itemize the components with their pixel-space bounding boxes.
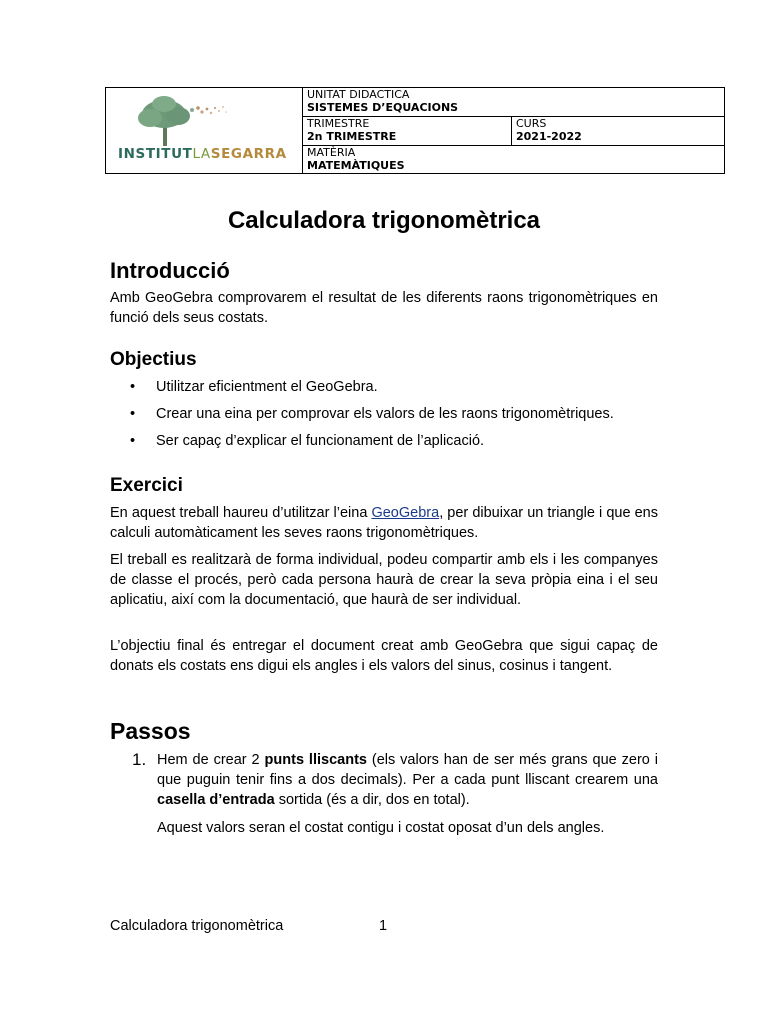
unitat-label: UNITAT DIDACTICA	[307, 88, 410, 101]
unitat-cell	[303, 88, 725, 117]
passos-heading: Passos	[110, 718, 191, 744]
header-table	[105, 87, 725, 174]
intro-text: Amb GeoGebra comprovarem el resultat de les diferents raons trigonomètriques en funció dels seus costats.	[110, 290, 658, 326]
unitat-value: SISTEMES D’EQUACIONS	[307, 101, 459, 114]
materia-value: MATEMÀTIQUES	[307, 159, 405, 172]
step-number: 1.	[132, 750, 147, 769]
list-item: • Utilitzar eficientment el GeoGebra.	[130, 379, 378, 395]
page-number: 1	[379, 918, 388, 934]
geogebra-link[interactable]: GeoGebra	[371, 505, 440, 521]
trimestre-cell	[303, 117, 512, 146]
curs-label: CURS	[516, 117, 547, 130]
list-item: • Crear una eina per comprovar els valors de les raons trigonomètriques.	[130, 406, 614, 422]
exercici-heading: Exercici	[110, 475, 183, 496]
exercici-paragraph-2: El treball es realitzarà de forma individual, podeu compartir amb els i les companyes de classe el procés, però cada persona haurà de crear la seva pròpia eina i el seu aplicatiu, així com la documentació, que haurà de ser individual.	[110, 552, 658, 608]
step-body: Hem de crear 2 punts lliscants (els valors han de ser més grans que zero i que puguin tenir fins a dos decimals). Per a cada punt lliscant crearem una casella d’entrada sortida (és a dir, dos en total).	[157, 752, 658, 808]
logo-text: INSTITUTLASEGARRA	[118, 146, 287, 162]
trimestre-value: 2n TRIMESTRE	[307, 130, 397, 143]
trimestre-label: TRIMESTRE	[307, 117, 370, 130]
exercici-paragraph-3: L’objectiu final és entregar el document creat amb GeoGebra que sigui capaç de donats els costats ens digui els angles i els valors del sinus, cosinus i tangent.	[110, 638, 658, 674]
step-1	[132, 750, 658, 810]
document-title: Calculadora trigonomètrica	[227, 207, 541, 234]
objectius-heading: Objectius	[110, 349, 197, 370]
tree-logo-icon	[114, 96, 304, 146]
curs-value: 2021-2022	[516, 130, 582, 143]
exercici-paragraph-1: En aquest treball haureu d’utilitzar l’eina GeoGebra, per dibuixar un triangle i que ens calculi automàticament les seves raons trigonomètriques.	[110, 505, 658, 541]
materia-label: MATÈRIA	[307, 146, 356, 159]
list-item: • Ser capaç d’explicar el funcionament de l’aplicació.	[130, 433, 485, 449]
logo-cell	[106, 88, 303, 174]
materia-cell	[303, 146, 725, 174]
footer-title: Calculadora trigonomètrica	[110, 918, 284, 934]
intro-heading: Introducció	[110, 258, 230, 283]
curs-cell	[512, 117, 725, 146]
objectius-list	[110, 377, 670, 458]
step-note: Aquest valors seran el costat contigu i costat oposat d’un dels angles.	[157, 820, 605, 836]
